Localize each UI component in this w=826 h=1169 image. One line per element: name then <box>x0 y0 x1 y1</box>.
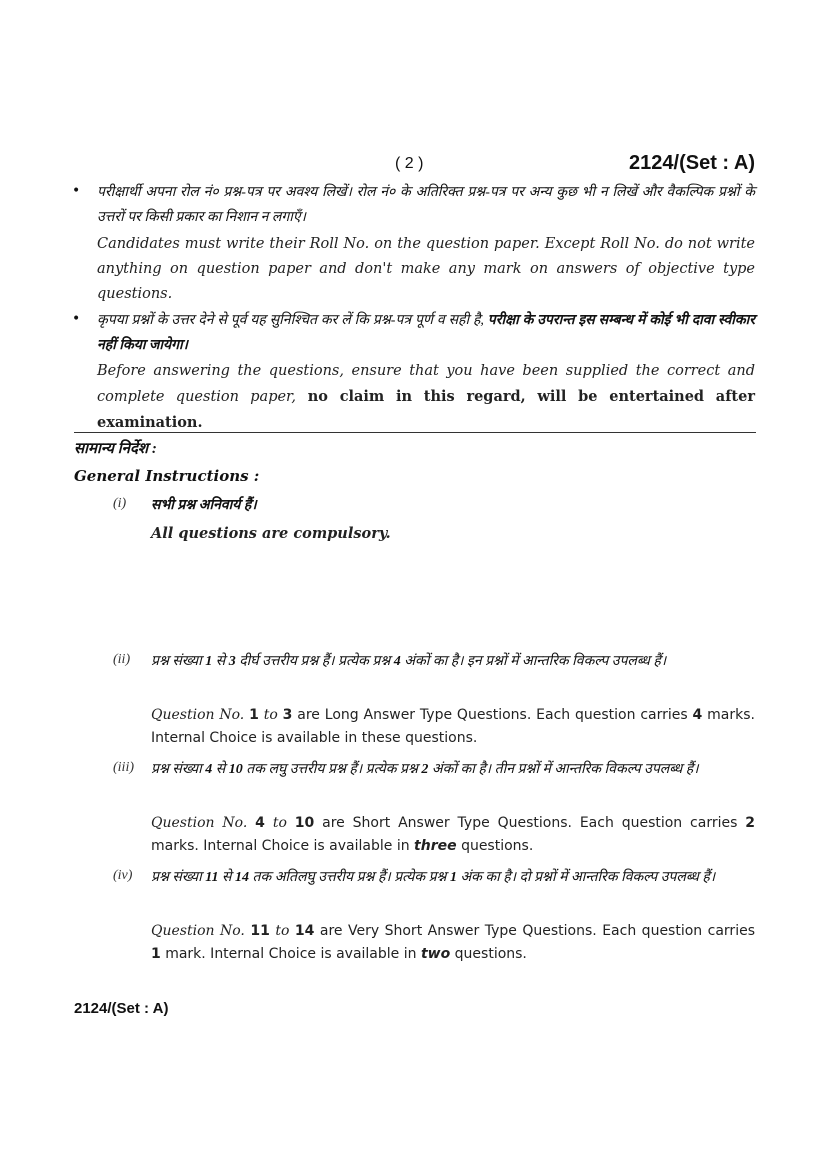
item-3-hindi <box>151 758 755 781</box>
text: Question No. <box>151 707 245 723</box>
item-2-english <box>151 704 755 750</box>
text: marks. Internal Choice is available in <box>151 838 410 854</box>
text: are Very Short Answer Type Questions. Each question carries <box>319 923 755 939</box>
number: 10 <box>228 762 243 777</box>
text: तक लघु उत्तरीय प्रश्न हैं। प्रत्येक प्रश्न <box>242 762 422 777</box>
text: प्रश्न संख्या <box>151 654 206 669</box>
item-number: (iv) <box>113 868 133 883</box>
text: से <box>218 870 235 885</box>
note-2-hindi-bold: परीक्षा के उपरान्त इस सम्बन्ध में कोई भी दावा स्वीकार नहीं किया जायेगा। <box>97 313 755 353</box>
number: 1 <box>205 654 213 669</box>
text: are Long Answer Type Questions. Each question carries <box>297 707 688 723</box>
note-1-english: Candidates must write their Roll No. on the question paper. Except Roll No. do not write anything on question paper and don't make any mark on answers of objective type questions. <box>97 236 755 302</box>
text: mark. Internal Choice is available in <box>165 946 417 962</box>
divider <box>74 432 756 433</box>
item-4-english <box>151 920 755 966</box>
footer-paper-code: 2124/(Set : A) <box>74 1000 169 1017</box>
number: 1 <box>449 870 457 885</box>
item-number: (i) <box>113 496 127 511</box>
item-2-hindi <box>151 650 755 673</box>
text: marks. Internal Choice is available in these questions. <box>151 707 755 746</box>
item-3-english <box>151 812 755 858</box>
note-2-hindi <box>97 308 755 358</box>
emphasis: three <box>414 838 457 854</box>
emphasis: two <box>420 946 451 962</box>
text: to <box>275 923 290 939</box>
text: प्रश्न संख्या <box>151 762 206 777</box>
text: दीर्घ उत्तरीय प्रश्न हैं। प्रत्येक प्रश्न <box>235 654 394 669</box>
number: 1 <box>151 946 161 962</box>
number: 11 <box>250 923 270 939</box>
general-instructions-heading-hindi: सामान्य निर्देश : <box>74 441 157 457</box>
text: तक अतिलघु उत्तरीय प्रश्न हैं। प्रत्येक प्रश्न <box>248 870 450 885</box>
item-1-english: All questions are compulsory. <box>151 525 391 542</box>
number: 3 <box>282 707 293 723</box>
text: अंकों का है। तीन प्रश्नों में आन्तरिक विकल्प उपलब्ध हैं। <box>428 762 699 777</box>
general-instructions-heading: General Instructions : <box>74 467 260 485</box>
number: 4 <box>255 815 265 831</box>
text: questions. <box>454 946 527 962</box>
text: Question No. <box>151 815 248 831</box>
text: to <box>272 815 287 831</box>
paper-code: 2124/(Set : A) <box>629 152 755 174</box>
note-1-hindi: परीक्षार्थी अपना रोल नं० प्रश्न-पत्र पर अवश्य लिखें। रोल नं० के अतिरिक्त प्रश्न-पत्र पर अन्य कुछ भी न लिखें और वैकल्पिक प्रश्नों के उत्तरों पर किसी प्रकार का निशान न लगाएँ। <box>97 185 755 225</box>
number: 14 <box>234 870 249 885</box>
item-4-hindi <box>151 866 755 889</box>
note-2-english <box>97 359 755 436</box>
text: अंक का है। दो प्रश्नों में आन्तरिक विकल्प उपलब्ध हैं। <box>456 870 716 885</box>
number: 11 <box>205 870 219 885</box>
number: 3 <box>228 654 236 669</box>
number: 1 <box>249 707 259 723</box>
text: Question No. <box>151 923 245 939</box>
note-2-english-text: Before answering the questions, ensure that you have been supplied the correct and complete question paper, <box>97 363 755 405</box>
page-number: ( 2 ) <box>395 155 424 172</box>
text: से <box>212 654 229 669</box>
number: 10 <box>294 815 315 831</box>
item-1-hindi: सभी प्रश्न अनिवार्य हैं। <box>151 498 257 513</box>
number: 4 <box>692 707 703 723</box>
bullet: • <box>72 311 81 327</box>
text: प्रश्न संख्या <box>151 870 206 885</box>
text: to <box>263 707 278 723</box>
number: 2 <box>421 762 429 777</box>
bullet: • <box>72 183 81 199</box>
note-2-english-bold: no claim in this regard, will be entertained after examination. <box>97 388 755 431</box>
text: are Short Answer Type Questions. Each question carries <box>322 815 738 831</box>
note-2-hindi-text: कृपया प्रश्नों के उत्तर देने से पूर्व यह सुनिश्चित कर लें कि प्रश्न-पत्र पूर्ण व सही है, <box>97 313 484 328</box>
item-number: (ii) <box>113 652 131 667</box>
number: 4 <box>393 654 401 669</box>
text: questions. <box>461 838 534 854</box>
text: से <box>212 762 229 777</box>
number: 4 <box>205 762 213 777</box>
number: 2 <box>745 815 756 831</box>
number: 14 <box>294 923 315 939</box>
text: अंकों का है। इन प्रश्नों में आन्तरिक विकल्प उपलब्ध हैं। <box>400 654 667 669</box>
item-number: (iii) <box>113 760 134 775</box>
